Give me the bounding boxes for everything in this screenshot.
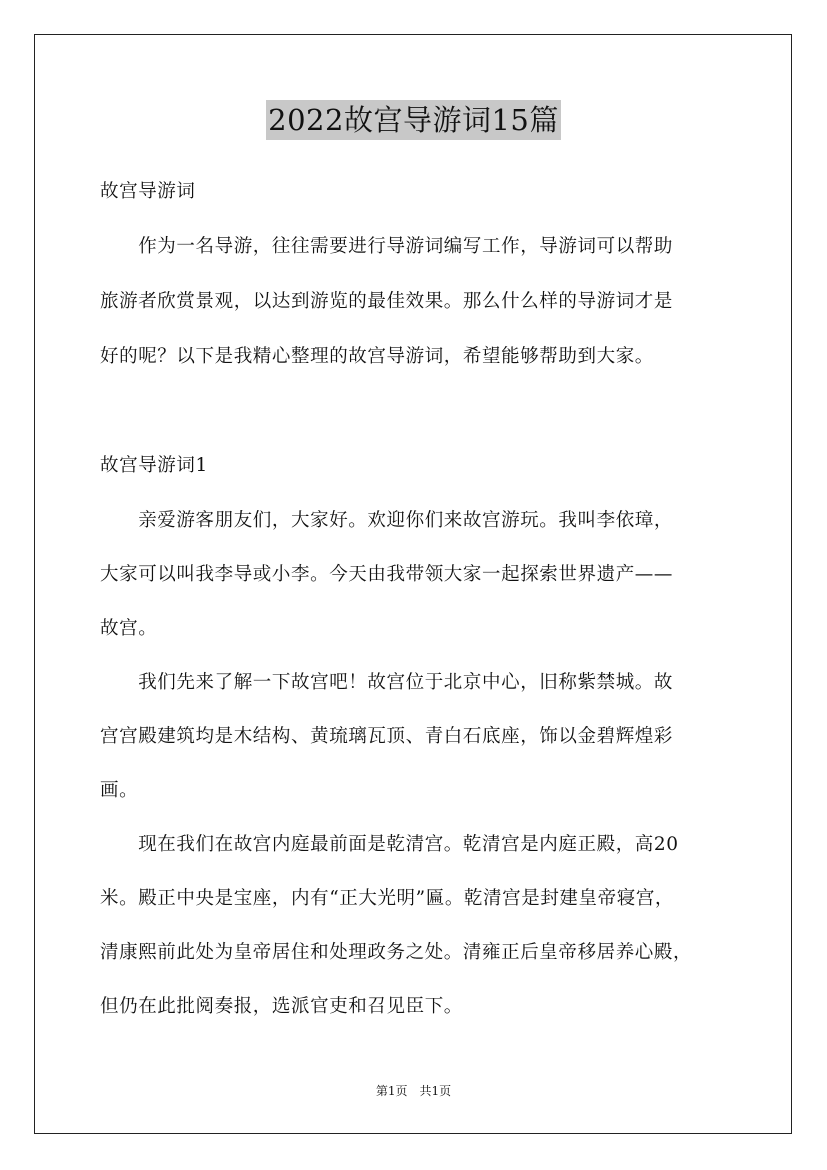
page-number-footer: 第1页 共1页: [375, 1084, 452, 1098]
section-heading: 故宫导游词1: [100, 455, 208, 476]
paragraph-line: 现在我们在故宫内庭最前面是乾清宫。乾清宫是内庭正殿，高20: [100, 834, 679, 855]
paragraph-line: 米。殿正中央是宝座，内有“正大光明”匾。乾清宫是封建皇帝寝宫，: [100, 888, 675, 909]
paragraph-line: 我们先来了解一下故宫吧！故宫位于北京中心，旧称紫禁城。故: [100, 672, 674, 693]
paragraph-line: 但仍在此批阅奏报，选派官吏和召见臣下。: [100, 996, 463, 1017]
paragraph-line: 宫宫殿建筑均是木结构、黄琉璃瓦顶、青白石底座，饰以金碧辉煌彩: [100, 726, 674, 747]
title-container: [0, 100, 827, 140]
paragraph-line: 大家可以叫我李导或小李。今天由我带领大家一起探索世界遗产——: [100, 564, 674, 585]
paragraph-line: 画。: [100, 780, 139, 801]
paragraph-line: 亲爱游客朋友们，大家好。欢迎你们来故宫游玩。我叫李依璋，: [100, 510, 674, 531]
paragraph-line: 好的呢？以下是我精心整理的故宫导游词，希望能够帮助到大家。: [100, 346, 654, 367]
paragraph-line: 清康熙前此处为皇帝居住和处理政务之处。清雍正后皇帝移居养心殿，: [100, 942, 693, 963]
paragraph-line: 作为一名导游，往往需要进行导游词编写工作，导游词可以帮助: [100, 236, 674, 257]
section-heading: 故宫导游词: [100, 181, 196, 202]
paragraph-line: 旅游者欣赏景观，以达到游览的最佳效果。那么什么样的导游词才是: [100, 291, 674, 312]
document-title: 2022故宫导游词15篇: [266, 100, 561, 140]
paragraph-line: 故宫。: [100, 618, 158, 639]
